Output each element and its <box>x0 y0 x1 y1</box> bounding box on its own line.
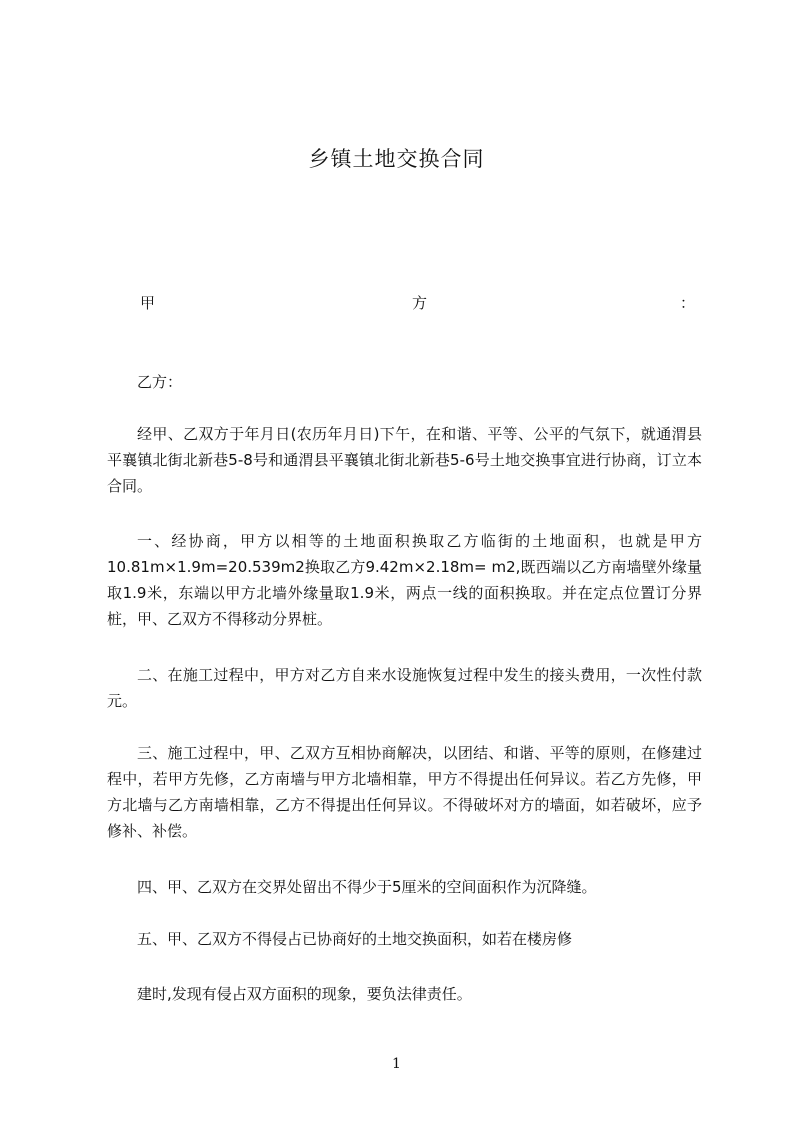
party-a-line <box>140 292 696 314</box>
paragraph-clause-4: 四、甲、乙双方在交界处留出不得少于5厘米的空间面积作为沉降缝。 <box>137 878 597 896</box>
paragraph-clause-5: 五、甲、乙双方不得侵占已协商好的土地交换面积，如若在楼房修 <box>137 930 573 948</box>
paragraph-intro: 经甲、乙双方于年月日(农历年月日)下午，在和谐、平等、公平的气氛下，就通渭县平襄镇北街北新巷5-8号和通渭县平襄镇北街北新巷5-6号土地交换事宜进行协商，订立本合同。 <box>107 425 702 495</box>
party-a-char-jia: 甲 <box>140 294 156 312</box>
page-number: 1 <box>392 1056 401 1072</box>
paragraph-clause-2: 二、在施工过程中，甲方对乙方自来水设施恢复过程中发生的接头费用，一次性付款元。 <box>107 666 702 710</box>
page-title: 乡镇土地交换合同 <box>308 147 485 171</box>
party-a-colon: ： <box>680 294 696 312</box>
party-a-char-fang: 方 <box>412 294 428 312</box>
paragraph-clause-5-continued: 建时,发现有侵占双方面积的现象，要负法律责任。 <box>137 985 472 1003</box>
paragraph-clause-3: 三、施工过程中，甲、乙双方互相协商解决，以团结、和谐、平等的原则，在修建过程中，若甲方先修，乙方南墙与甲方北墙相靠，甲方不得提出任何异议。若乙方先修，甲方北墙与乙方南墙相靠，乙方不得提出任何异议。不得破坏对方的墙面，如若破坏，应予修补、补偿。 <box>107 744 702 840</box>
party-b-line: 乙方： <box>137 373 183 391</box>
paragraph-clause-1: 一、经协商，甲方以相等的土地面积换取乙方临街的土地面积，也就是甲方10.81m×1.9m=20.539m2换取乙方9.42m×2.18m= m2,既西端以乙方南墙壁外缘量取1.9米，东端以甲方北墙外缘量取1.9米，两点一线的面积换取。并在定点位置订分界桩，甲、乙双方不得移动分界桩。 <box>107 532 702 628</box>
